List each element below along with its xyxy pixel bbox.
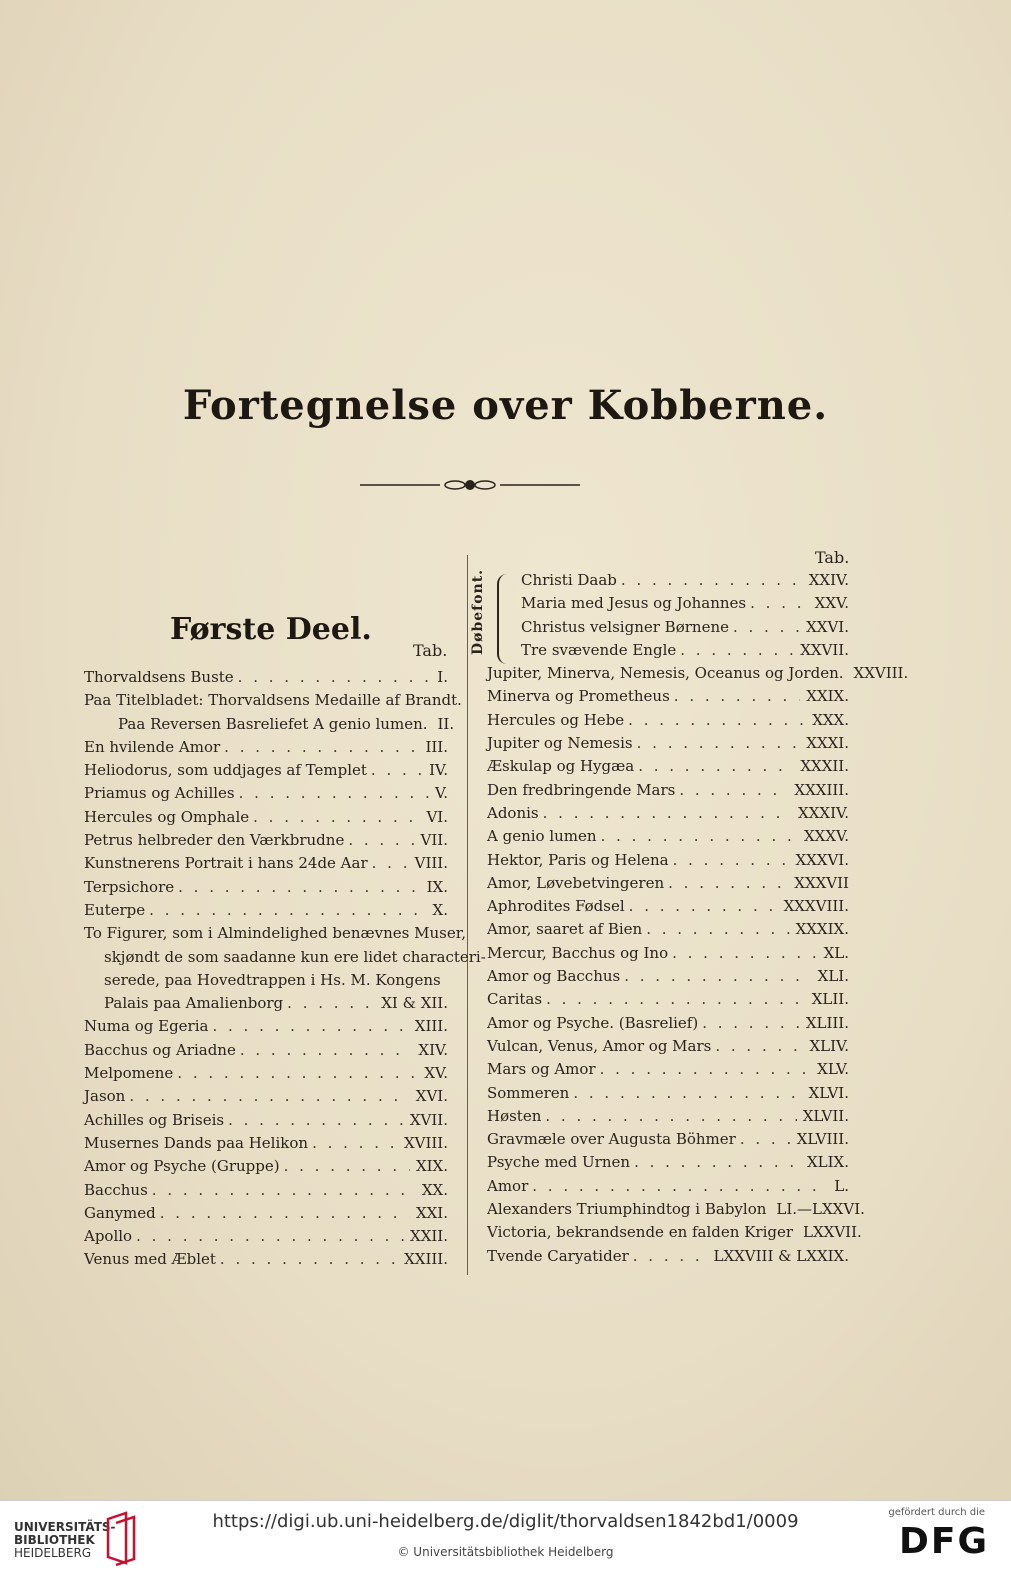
list-item [84, 992, 448, 1015]
entry-title: Æskulap og Hygæa [487, 757, 635, 776]
plate-number: XLIII. [805, 1013, 849, 1032]
list-item [487, 779, 849, 802]
list-item [84, 829, 448, 852]
leader-dots [674, 685, 800, 708]
plate-number: XXVI. [806, 617, 849, 636]
entry-title: Christus velsigner Børnene [521, 617, 729, 636]
plate-number: XLVIII. [796, 1130, 849, 1149]
list-item [84, 1225, 448, 1248]
leader-dots [240, 1039, 413, 1062]
entry-title: serede, paa Hovedtrappen i Hs. M. Kongens [104, 970, 441, 989]
plate-number: IV. [429, 761, 448, 780]
plate-number: XXXVI. [795, 850, 849, 869]
leader-dots [152, 1179, 416, 1202]
left-column [84, 666, 486, 1272]
entry-title: Terpsichore [84, 877, 175, 896]
entry-title: En hvilende Amor [84, 737, 221, 756]
plate-number: XLV. [817, 1060, 849, 1079]
leader-dots [624, 965, 811, 988]
entry-title: Heliodorus, som uddjages af Templet [84, 761, 367, 780]
entry-title: To Figurer, som i Almindelighed benævnes Muser, [84, 924, 466, 943]
plate-number: XVII. [409, 1110, 448, 1129]
entry-title: Palais paa Amalienborg [104, 994, 284, 1013]
left-tab-header: Tab. [413, 641, 448, 660]
list-item [84, 852, 448, 875]
entry-title: Aphrodites Fødsel [487, 897, 625, 916]
plate-number: XXI. [415, 1203, 448, 1222]
list-item [84, 946, 486, 969]
list-item [487, 662, 909, 685]
entry-title: Hercules og Omphale [84, 807, 250, 826]
plate-number: LXXVII. [803, 1223, 862, 1242]
leader-dots [348, 829, 414, 852]
leader-dots [679, 779, 788, 802]
plate-number: VIII. [414, 854, 448, 873]
list-item [487, 1198, 865, 1221]
entry-title: Hercules og Hebe [487, 710, 625, 729]
entry-title: Thorvaldsens Buste [84, 668, 234, 686]
leader-dots [532, 1175, 828, 1198]
plate-number: VI. [426, 807, 448, 826]
leader-dots [129, 1085, 409, 1108]
list-item [487, 872, 849, 895]
list-item [487, 895, 849, 918]
plate-number: XIII. [414, 1017, 448, 1036]
entry-title: Amor og Psyche. (Basrelief) [487, 1013, 699, 1032]
list-item [84, 1202, 448, 1225]
plate-number: XXXII. [800, 757, 849, 776]
list-item [487, 639, 849, 662]
leader-dots [238, 666, 432, 689]
list-item [487, 1058, 849, 1081]
library-line2: BIBLIOTHEK [14, 1533, 95, 1547]
list-item [84, 1015, 448, 1038]
entry-title: Jupiter, Minerva, Nemesis, Oceanus og Jorden. [487, 664, 844, 683]
leader-dots [715, 1035, 803, 1058]
entry-title: Musernes Dands paa Helikon [84, 1133, 309, 1152]
list-item [84, 736, 448, 759]
list-item [487, 802, 849, 825]
plate-number: XXV. [814, 594, 849, 613]
list-item [84, 1132, 448, 1155]
entry-title: Kunstnerens Portrait i hans 24de Aar [84, 854, 368, 873]
list-item [487, 1035, 849, 1058]
list-item [487, 918, 849, 941]
leader-dots [668, 872, 788, 895]
plate-number: LI.—LXXVI. [776, 1200, 865, 1219]
list-item [487, 592, 849, 615]
leader-dots [680, 639, 794, 662]
list-item [487, 1012, 849, 1035]
leader-dots [628, 709, 806, 732]
entry-title: Minerva og Prometheus [487, 687, 670, 706]
list-item [487, 569, 849, 592]
right-tab-header: Tab. [815, 548, 850, 567]
list-item [84, 1248, 448, 1271]
leader-dots [600, 1058, 812, 1081]
column-divider [467, 555, 468, 1275]
entry-title: Jupiter og Nemesis [487, 734, 633, 753]
leader-dots [750, 592, 809, 615]
entry-title: Vulcan, Venus, Amor og Mars [487, 1036, 712, 1055]
entry-title: Paa Titelbladet: Thorvaldsens Medaille af Brandt. [84, 691, 462, 710]
list-item [487, 1105, 849, 1128]
list-item [487, 849, 849, 872]
plate-number: IX. [426, 877, 448, 896]
plate-number: XXXVIII. [783, 897, 849, 916]
list-item [487, 965, 849, 988]
source-url[interactable]: https://digi.ub.uni-heidelberg.de/diglit/thorvaldsen1842bd1/0009 [212, 1511, 799, 1532]
entry-title: Mars og Amor [487, 1060, 596, 1079]
plate-number: XXIX. [806, 687, 849, 706]
list-item [84, 1039, 448, 1062]
plate-number: XIX. [415, 1157, 448, 1176]
plate-number: XXXV. [803, 827, 849, 846]
leader-dots [633, 1245, 708, 1268]
plate-number: XXVIII. [853, 664, 909, 683]
leader-dots [178, 876, 421, 899]
entry-title: A genio lumen [487, 827, 597, 846]
list-item [84, 1109, 448, 1132]
list-item [487, 1082, 849, 1105]
plate-number: XXXIV. [798, 803, 849, 822]
entry-title: Mercur, Bacchus og Ino [487, 943, 669, 962]
ornament-divider [360, 475, 580, 495]
plate-number: XXIV. [808, 571, 849, 589]
copyright-text: © Universitätsbibliothek Heidelberg [397, 1545, 614, 1559]
leader-dots [239, 782, 429, 805]
list-item [487, 1128, 849, 1151]
list-item [84, 782, 448, 805]
plate-number: XI & XII. [381, 994, 448, 1013]
plate-number: XLI. [817, 967, 849, 986]
entry-title: Psyche med Urnen [487, 1153, 631, 1172]
leader-dots [733, 616, 800, 639]
library-line1: UNIVERSITÄTS- [14, 1520, 116, 1534]
leader-dots [212, 1015, 408, 1038]
leader-dots [371, 759, 423, 782]
leader-dots [228, 1109, 404, 1132]
plate-number: XLII. [811, 990, 849, 1009]
entry-title: Den fredbringende Mars [487, 780, 676, 799]
leader-dots [220, 1248, 398, 1271]
dobefont-label: Døbefont. [470, 568, 486, 655]
list-item [84, 1085, 448, 1108]
page-title: Fortegnelse over Kobberne. [182, 382, 829, 429]
leader-dots [149, 899, 426, 922]
leader-dots [621, 569, 803, 592]
leader-dots [284, 1155, 410, 1178]
list-item [84, 922, 466, 945]
list-item [487, 616, 849, 639]
leader-dots [634, 1151, 801, 1174]
leader-dots [177, 1062, 418, 1085]
entry-title: Petrus helbreder den Værkbrudne [84, 831, 345, 850]
leader-dots [638, 755, 794, 778]
entry-title: Priamus og Achilles [84, 784, 235, 803]
plate-number: XLVI. [808, 1083, 849, 1102]
list-item [487, 755, 849, 778]
part-title: Første Deel. [170, 612, 372, 647]
leader-dots [372, 852, 409, 875]
leader-dots [646, 918, 789, 941]
entry-title: Amor og Psyche (Gruppe) [84, 1157, 280, 1176]
entry-title: Caritas [487, 990, 543, 1009]
entry-title: Tvende Caryatider [487, 1246, 629, 1265]
plate-number: XIV. [418, 1040, 448, 1059]
leader-dots [287, 992, 375, 1015]
list-item [487, 988, 849, 1011]
list-item [487, 825, 849, 848]
list-item [84, 1179, 448, 1202]
leader-dots [545, 1105, 796, 1128]
list-item [84, 969, 448, 992]
leader-dots [629, 895, 778, 918]
entry-title: Bacchus og Ariadne [84, 1040, 236, 1059]
plate-number: XLIV. [809, 1036, 849, 1055]
list-item [84, 876, 448, 899]
list-item [84, 1155, 448, 1178]
plate-number: XLVII. [802, 1106, 849, 1125]
entry-title: Amor, Løvebetvingeren [487, 873, 665, 892]
leader-dots [673, 849, 790, 872]
list-item [487, 732, 849, 755]
entry-title: Christi Daab [521, 571, 617, 589]
plate-number: XXXI. [806, 734, 849, 753]
plate-number: III. [425, 737, 448, 756]
entry-title: Melpomene [84, 1064, 174, 1083]
entry-title: Amor, saaret af Bien [487, 920, 643, 939]
plate-number: XXII. [410, 1227, 448, 1246]
leader-dots [160, 1202, 410, 1225]
plate-number: XXXVII [794, 873, 849, 892]
plate-number: XXXIX. [795, 920, 849, 939]
entry-title: Bacchus [84, 1180, 148, 1199]
plate-number: XVIII. [403, 1133, 448, 1152]
leader-dots [546, 988, 806, 1011]
plate-number: XXX. [812, 710, 849, 729]
leader-dots [637, 732, 801, 755]
entry-title: Euterpe [84, 900, 146, 919]
plate-number: XX. [421, 1180, 448, 1199]
plate-number: II. [437, 714, 455, 733]
leader-dots [136, 1225, 404, 1248]
plate-number: XV. [424, 1064, 448, 1083]
entry-title: Venus med Æblet [84, 1250, 216, 1269]
leader-dots [253, 806, 420, 829]
plate-number: V. [435, 784, 448, 803]
entry-title: Gravmæle over Augusta Böhmer [487, 1130, 736, 1149]
entry-title: Adonis [487, 803, 539, 822]
entry-title: Ganymed [84, 1203, 156, 1222]
dfg-logo: DFG [898, 1521, 989, 1562]
plate-number: XXVII. [800, 640, 849, 659]
leader-dots [573, 1082, 802, 1105]
plate-number: VII. [420, 831, 448, 850]
entry-title: skjøndt de som saadanne kun ere lidet characteri- [104, 947, 486, 966]
list-item [487, 942, 849, 965]
list-item [84, 759, 448, 782]
entry-title: Paa Reversen Basreliefet A genio lumen. [118, 714, 428, 733]
list-item [487, 1151, 849, 1174]
funded-by-text: gefördert durch die [888, 1507, 985, 1518]
plate-number: L. [834, 1176, 849, 1195]
list-item [487, 1175, 849, 1198]
entry-title: Victoria, bekrandsende en falden Kriger [487, 1223, 794, 1242]
list-item [487, 709, 849, 732]
entry-title: Amor og Bacchus [487, 967, 621, 986]
leader-dots [224, 736, 419, 759]
list-item [84, 1062, 448, 1085]
plate-number: XL. [823, 943, 849, 962]
entry-title: Amor [487, 1176, 529, 1195]
leader-dots [601, 825, 798, 848]
list-item [84, 899, 448, 922]
entry-title: Sommeren [487, 1083, 570, 1102]
library-line3: HEIDELBERG [14, 1546, 92, 1560]
footer-bar [0, 1500, 1011, 1588]
entry-title: Numa og Egeria [84, 1017, 209, 1036]
entry-title: Hektor, Paris og Helena [487, 850, 669, 869]
leader-dots [740, 1128, 791, 1151]
list-item [487, 1245, 849, 1268]
leader-dots [543, 802, 792, 825]
plate-number: X. [432, 900, 448, 919]
leader-dots [702, 1012, 800, 1035]
plate-number: XXIII. [404, 1250, 448, 1269]
entry-title: Achilles og Briseis [84, 1110, 225, 1129]
plate-number: LXXVIII & LXXIX. [713, 1246, 849, 1265]
entry-title: Tre svævende Engle [521, 640, 677, 659]
list-item [84, 806, 448, 829]
entry-title: Alexanders Triumphindtog i Babylon [487, 1200, 767, 1219]
list-item [84, 666, 448, 689]
plate-number: XLIX. [806, 1153, 849, 1172]
entry-title: Høsten [487, 1106, 542, 1125]
leader-dots [312, 1132, 398, 1155]
plate-number: I. [437, 668, 448, 686]
plate-number: XVI. [415, 1087, 448, 1106]
plate-number: XXXIII. [794, 780, 849, 799]
list-item [84, 713, 455, 736]
list-item [487, 685, 849, 708]
entry-title: Jason [84, 1087, 126, 1106]
list-item [84, 689, 462, 712]
right-column [487, 569, 909, 1268]
entry-title: Maria med Jesus og Johannes [521, 594, 747, 613]
entry-title: Apollo [84, 1227, 133, 1246]
list-item [487, 1221, 862, 1244]
leader-dots [672, 942, 817, 965]
